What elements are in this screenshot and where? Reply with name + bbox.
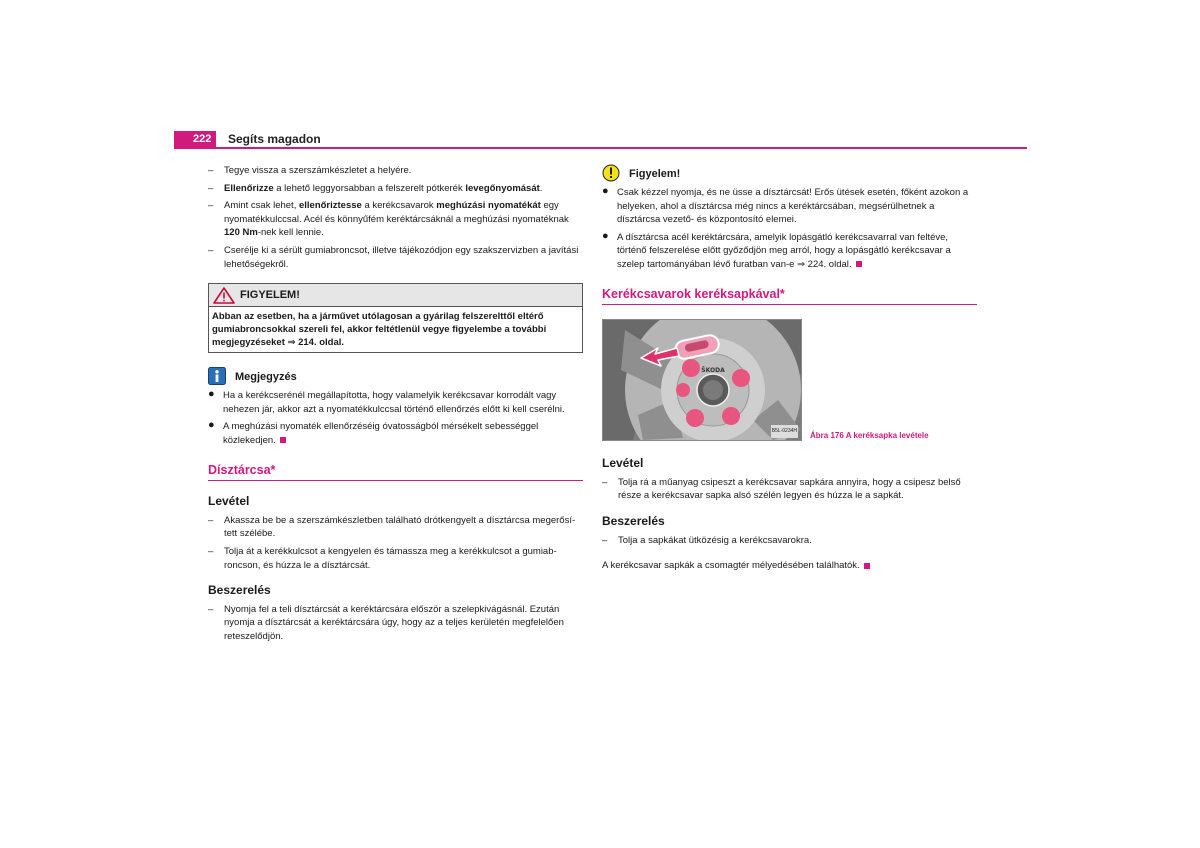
caution-bullet	[602, 231, 977, 272]
step-text: .	[539, 182, 543, 194]
closing-text: A kerékcsavar sapkák a csomagtér mélyedésében találhatók.	[602, 560, 860, 572]
dash-mark: –	[208, 514, 214, 526]
step-text: -nek kell lennie.	[257, 227, 324, 239]
caution-title: Figyelem!	[629, 168, 681, 180]
wheel-bolt-cap-image	[602, 319, 802, 441]
note-bullet-text: A meghúzási nyomaték ellenőrzéséig óvatosságból mérsékelt sebességgel közlekedjen.	[223, 421, 539, 446]
step-text-bold: levegőnyomását	[465, 182, 540, 194]
note-bullets	[208, 389, 583, 447]
bullet-mark: ●	[208, 388, 215, 401]
step-text: Tolja rá a műanyag csipeszt a kerékcsavar sapkára annyira, hogy a csipesz belső része a kerékcsavar sapka alsó szélén legyen és húzza le a sapkát.	[618, 476, 961, 502]
note-header	[208, 367, 583, 387]
step-item	[208, 182, 583, 196]
dash-mark: –	[208, 182, 214, 194]
warning-triangle-icon	[213, 287, 235, 304]
removal-title: Levétel	[602, 456, 644, 471]
end-marker-icon	[280, 437, 286, 443]
step-item	[208, 199, 583, 240]
step-item	[208, 244, 583, 271]
replacement-steps	[208, 164, 583, 271]
figure-176	[602, 319, 977, 441]
step-text: a kerékcsavarok	[361, 200, 437, 212]
note-bullet	[208, 389, 583, 416]
step-text-bold: ellenőriztesse	[298, 200, 362, 212]
end-marker-icon	[864, 563, 870, 569]
header-rule	[174, 147, 1027, 149]
warning-header	[209, 284, 582, 307]
brand-text: ŠKODA	[701, 367, 725, 375]
dash-mark: –	[208, 165, 214, 176]
step-text: egy nyomatékkulccsal. Acél és könnyűfém keréktárcsáknál a meghúzási nyomatéknak	[224, 200, 569, 225]
closing-text-row	[602, 559, 977, 573]
dash-mark: –	[208, 603, 214, 615]
bullet-mark: ●	[208, 419, 215, 432]
caution-bullet	[602, 186, 977, 227]
section-title-bolt-caps: Kerékcsavarok keréksapkával*	[602, 288, 977, 306]
step-text-bold: 120 Nm	[224, 227, 258, 239]
page-number: 222	[174, 131, 216, 148]
info-icon	[208, 367, 226, 385]
caution-bullet-text: A dísztárcsa acél keréktárcsára, amelyik lopásgátló kerékcsavarral van feltéve, történő felszerelése előtt győződjön meg arról, hogy a lopásgátló kerékcsavar a szelep tartományában lévő furatban van-e ⇒ 224. oldal.	[617, 231, 951, 270]
note-bullet-text: Ha a kerékcserénél megállapította, hogy valamelyik kerékcsavar korrodált vagy nehezen jár, akkor azt a nyomatékkulccsal történő ellenőrzés előtt ki kell cserélni.	[223, 390, 565, 415]
running-head: Segíts magadon	[228, 132, 321, 146]
step-text-bold: Ellenőrizze	[224, 182, 274, 194]
bullet-mark: ●	[602, 229, 609, 242]
figure-caption: Ábra 176 A keréksapka levétele	[810, 431, 929, 441]
install-title: Beszerelés	[602, 513, 665, 528]
step-text: Nyomja fel a teli dísztárcsát a keréktárcsára először a szelepkivágásnál. Ezután nyomja a dísztárcsát a keréktárcsára úgy, hogy az a teljes kerületén megfelelően reteszelődjön.	[224, 603, 564, 642]
step-text: Tolja a sapkákat ütközésig a kerékcsavarokra.	[618, 534, 812, 546]
end-marker-icon	[856, 261, 862, 267]
removal-title: Levétel	[208, 494, 250, 509]
step-text: a lehető leggyorsabban a felszerelt pótkerék	[273, 182, 466, 194]
removal-step	[602, 476, 977, 503]
install-step	[602, 534, 977, 548]
exclamation-icon	[602, 164, 620, 182]
warning-text: Abban az esetben, ha a járművet utólagosan a gyárilag felszerelttől eltérő gumiabroncsokkal szereli fel, akkor feltétlenül vegye figyelembe a további megjegyzéseket ⇒ 214. oldal.	[212, 311, 547, 349]
caution-bullet-text: Csak kézzel nyomja, és ne üsse a dísztárcsát! Erős ütések esetén, főként azokon a helyeken, ahol a dísztárcsa még nincs a keréktárcsában, megsérülhetnek a dísztárcsa vezető- és központosító elemei.	[617, 187, 969, 226]
dash-mark: –	[208, 200, 214, 212]
dash-mark: –	[602, 476, 608, 488]
step-text: Amint csak lehet,	[224, 200, 299, 212]
step-text: Akassza be be a szerszámkészletben található drótkengyelt a dísztárcsa megerősített szélébe.	[224, 514, 576, 540]
section-title-hubcap: Dísztárcsa*	[208, 464, 583, 482]
install-step	[208, 603, 583, 644]
dash-mark: –	[208, 244, 214, 256]
bullet-mark: ●	[602, 185, 609, 197]
step-text-bold: meghúzási nyomatékát	[436, 200, 541, 212]
dash-mark: –	[602, 534, 608, 546]
warning-box	[208, 283, 583, 353]
note-title: Megjegyzés	[235, 371, 297, 384]
note-bullet	[208, 420, 583, 447]
right-column	[602, 164, 977, 573]
caution-header	[602, 164, 977, 184]
install-title: Beszerelés	[208, 583, 271, 598]
left-column	[208, 164, 583, 647]
wheel-illustration	[603, 320, 801, 440]
step-text: Tegye vissza a szerszámkészletet a helyére.	[224, 165, 412, 176]
step-item	[208, 164, 583, 178]
warning-title: FIGYELEM!	[240, 289, 300, 302]
dash-mark: –	[208, 545, 214, 557]
step-text: Tolja át a kerékkulcsot a kengyelen és támassza meg a kerékkulcsot a gumiabroncson, és húzza le a dísztárcsát.	[224, 545, 557, 571]
removal-step	[208, 545, 583, 572]
removal-step	[208, 514, 583, 541]
step-text: Cserélje ki a sérült gumiabroncsot, illetve tájékozódjon egy szakszervizben a javítási lehetőségekről.	[224, 244, 579, 270]
figure-code: B5L-0234H	[771, 425, 798, 439]
